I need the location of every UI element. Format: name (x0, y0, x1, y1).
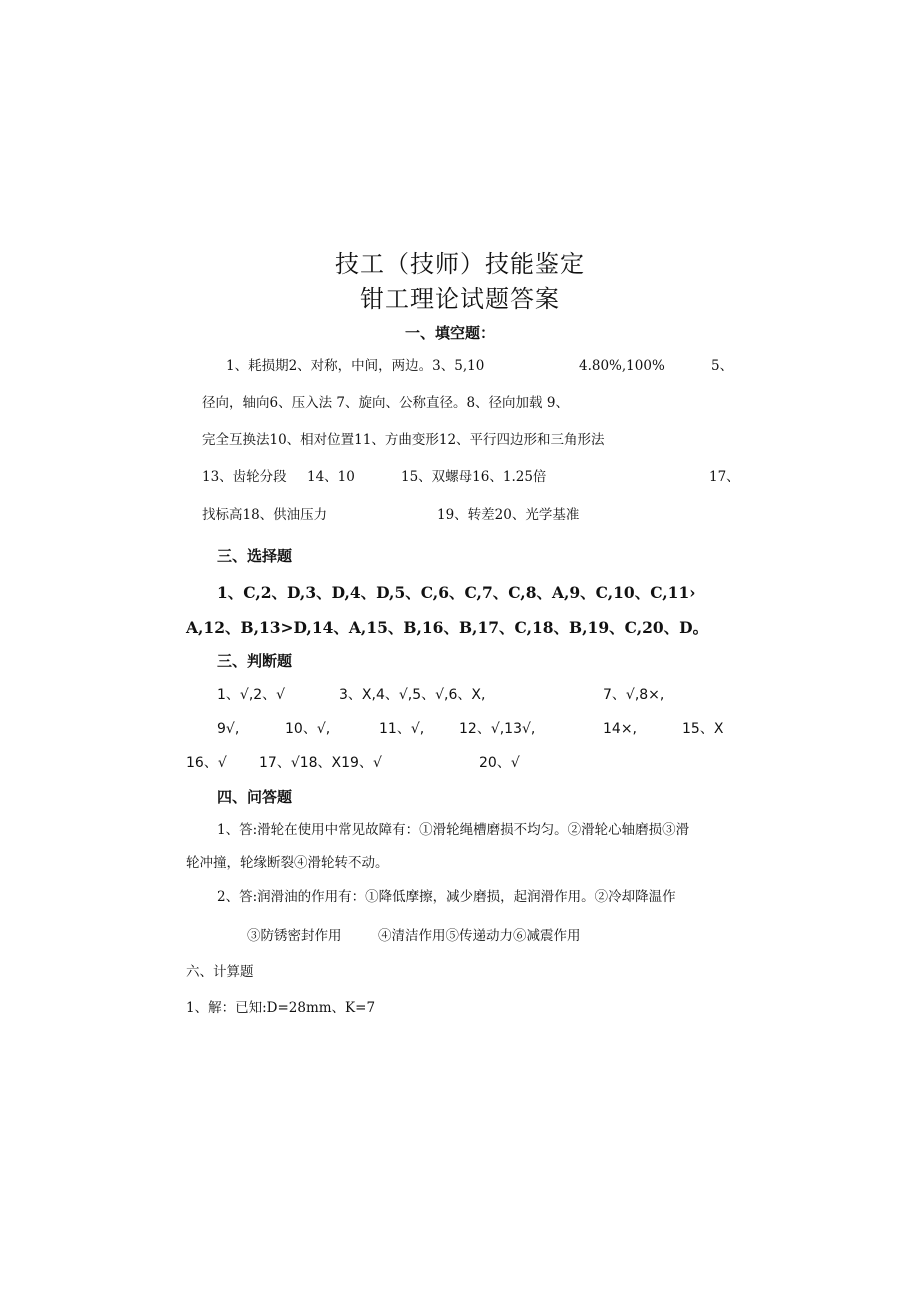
qa-line-1: 1、答:滑轮在使用中常见故障有：①滑轮绳槽磨损不均匀。②滑轮心轴磨损③滑 (217, 822, 690, 838)
fill-blank-line-1b: 4.80%,100% (579, 358, 665, 374)
multiple-choice-line-2: A,12、B,13>D,14、A,15、B,16、B,17、C,18、B,19、C,20、D。 (186, 618, 709, 637)
calc-line-1: 1、解：已知:D=28mm、K=7 (186, 1000, 376, 1016)
fill-blank-line-4c: 15、双螺母16、1.25倍 (401, 469, 547, 485)
true-false-line-2e: 14×, (603, 721, 637, 737)
true-false-line-1c: 7、√,8×, (603, 687, 665, 703)
multiple-choice-heading: 三、选择题 (217, 547, 293, 565)
calc-heading: 六、计算题 (186, 964, 254, 980)
true-false-line-1a: 1、√,2、√ (217, 687, 286, 703)
qa-heading: 四、问答题 (217, 788, 293, 806)
true-false-line-3b: 17、√18、X19、√ (259, 755, 382, 771)
multiple-choice-line-1: 1、C,2、D,3、D,4、D,5、C,6、C,7、C,8、A,9、C,10、C,11› (217, 583, 696, 602)
doc-title-line2: 钳工理论试题答案 (360, 285, 560, 313)
fill-blank-heading: 一、填空题： (405, 324, 496, 342)
true-false-line-1b: 3、X,4、√,5、√,6、X, (339, 687, 486, 703)
true-false-line-2b: 10、√, (285, 721, 331, 737)
fill-blank-line-4b: 14、10 (307, 469, 355, 485)
true-false-line-2a: 9√, (217, 721, 240, 737)
fill-blank-line-3: 完全互换法10、相对位置11、方曲变形12、平行四边形和三角形法 (202, 432, 605, 448)
fill-blank-line-5b: 19、转差20、光学基准 (437, 507, 580, 523)
true-false-line-3c: 20、√ (479, 755, 520, 771)
true-false-line-3a: 16、√ (186, 755, 227, 771)
true-false-line-2c: 11、√, (379, 721, 425, 737)
fill-blank-line-1c: 5、 (711, 358, 734, 374)
fill-blank-line-2: 径向，轴向6、压入法 7、旋向、公称直径。8、径向加载 9、 (202, 395, 569, 411)
true-false-line-2f: 15、X (682, 721, 724, 737)
qa-line-4a: ③防锈密封作用 (247, 928, 342, 944)
fill-blank-line-5a: 找标高18、供油压力 (202, 507, 328, 523)
fill-blank-line-4d: 17、 (709, 469, 740, 485)
qa-line-4b: ④清洁作用⑤传递动力⑥减震作用 (378, 928, 581, 944)
true-false-heading: 三、判断题 (217, 652, 293, 670)
qa-line-3: 2、答:润滑油的作用有：①降低摩擦，减少磨损，起润滑作用。②冷却降温作 (217, 889, 676, 905)
fill-blank-line-1a: 1、耗损期2、对称，中间，两边。3、5,10 (226, 358, 485, 374)
fill-blank-line-4a: 13、齿轮分段 (202, 469, 287, 485)
doc-title-line1: 技工（技师）技能鉴定 (335, 250, 585, 278)
true-false-line-2d: 12、√,13√, (459, 721, 536, 737)
qa-line-2: 轮冲撞，轮缘断裂④滑轮转不动。 (186, 855, 389, 871)
